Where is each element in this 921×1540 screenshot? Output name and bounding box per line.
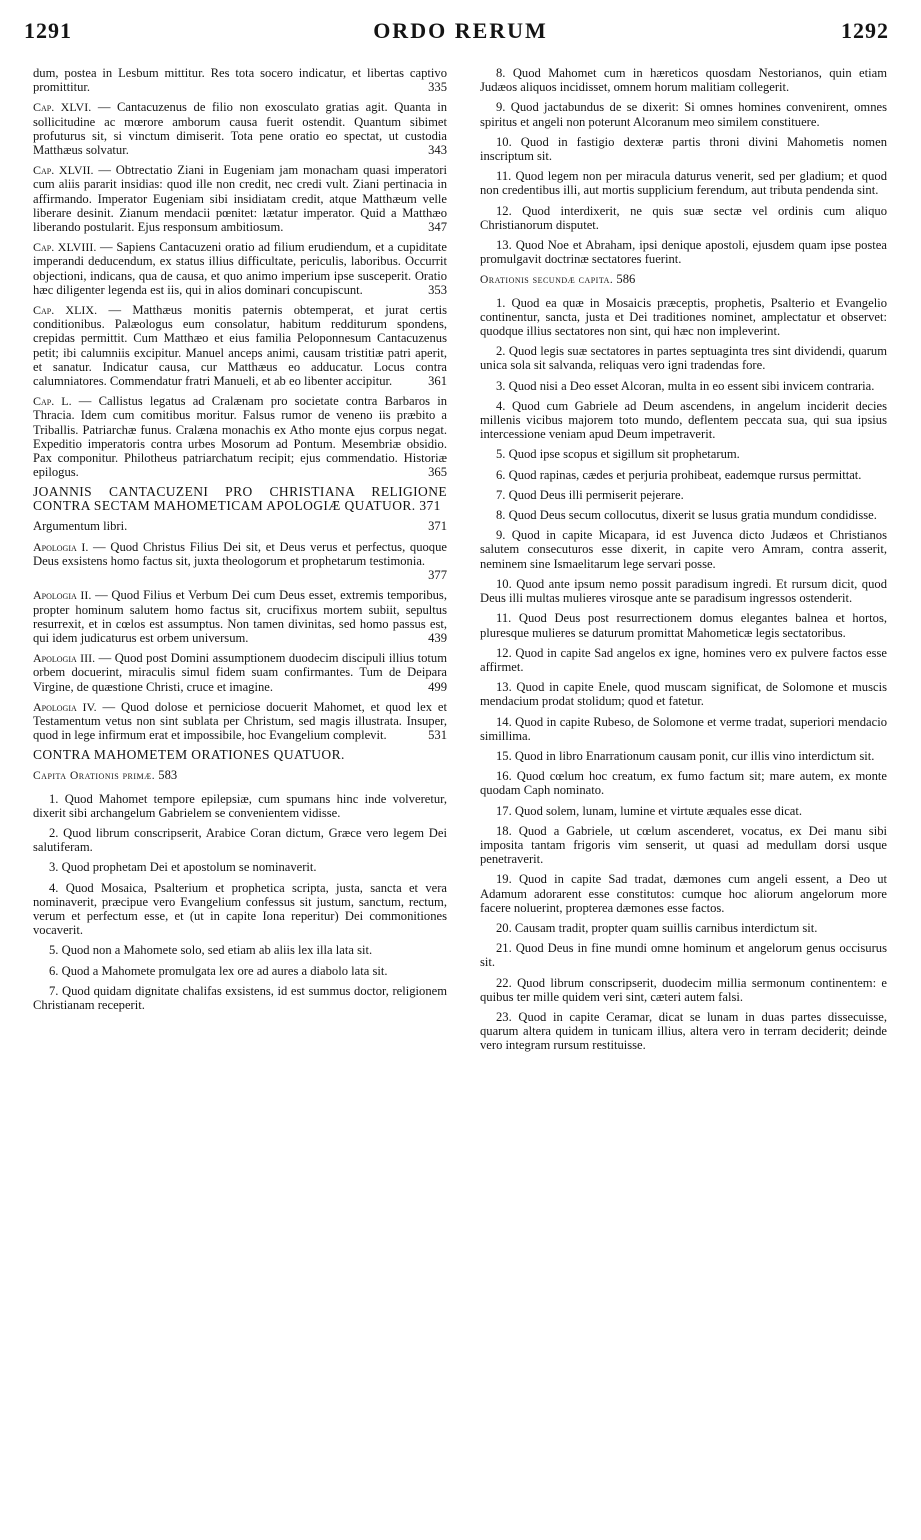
chapter-label: Cap. XLVIII. [33, 240, 97, 255]
list-item: 14. Quod in capite Rubeso, de Solomone et verme tradat, superiori mendacio simillima. [480, 714, 887, 743]
chapter-label: Cap. XLIX. [33, 303, 98, 318]
apologia-label: Apologia III. [33, 651, 96, 666]
entry-text: — Cantacuzenus de filio non exosculato gratias agit. Quanta in sollicitudine ac mœrore amborum causa fuerit ostendit. Quantum sibimet profuturus sit, si vinctum dimiserit. Tota pene oratio eo spectat, ut custodia Matthæus solvatur. [33, 100, 447, 158]
apologia-entry [33, 588, 447, 645]
entry-text: — Quod Filius et Verbum Dei cum Deus esset, extremis temporibus, propter hominum salutem homo factus sit, crucifixus mortem subiit, sepultus resurrexit, et in cœlos est assumptus. Non tamen divinitas, sed homo passus est, qui idem judicaturus est orbem universum. [33, 588, 447, 645]
chapter-label: Cap. XLVII. [33, 163, 94, 178]
list-item: 8. Quod Deus secum collocutus, dixerit se lusus gratia mundum condidisse. [496, 508, 877, 523]
list-item: 15. Quod in libro Enarrationum causam ponit, cur illis vino interdictum sit. [496, 748, 875, 763]
chapter-label: Cap. L. [33, 394, 72, 409]
list-item: 3. Quod nisi a Deo esset Alcoran, multa in eo essent sibi invicem contraria. [496, 378, 875, 393]
list-item: 11. Quod Deus post resurrectionem domus elegantes balnea et hortos, pluresque mulieres se daturum promittat Mahometicæ legis sectatoribus. [480, 611, 887, 640]
list-item: 13. Quod Noe et Abraham, ipsi denique apostoli, ejusdem quam ipse postea promulgavit doctrinæ sectatores fuerint. [480, 238, 887, 267]
list-item: 9. Quod in capite Micapara, id est Juvenca dicto Judæos et Christianos salutem consecuturos esse dixerit, in capite vero Amram, contra asserit, neminem sine Ismaelitarum lege servari posse. [480, 528, 887, 571]
list-item: 4. Quod cum Gabriele ad Deum ascendens, in angelum inciderit decies millenis vicibus majorem toto mundo, deflentem peccata sua, qui sua ipsius intercessione veniam apud Deum impetraverit. [480, 398, 887, 442]
chapter-entry [33, 394, 447, 479]
apologia-label: Apologia I. [33, 539, 89, 554]
list-item: 16. Quod cœlum hoc creatum, ex fumo factum sit; mare autem, ex monte quodam Caph nominato. [480, 769, 887, 798]
list-item: 13. Quod in capite Enele, quod muscam significat, de Solomone et muscis mendacium prodat stolidum; quod et fatetur. [480, 680, 887, 709]
page-header [0, 18, 921, 58]
subhead-label: Capita Orationis primæ. [33, 770, 156, 783]
capita-prima-heading [33, 768, 447, 783]
list-item: 8. Quod Mahomet cum in hæreticos quosdam Nestorianos, quin etiam Judæos aliquos incidisset, omnem horum malitiam collegerit. [480, 66, 887, 95]
page-ref: 583 [158, 768, 178, 783]
list-item: 2. Quod librum conscripserit, Arabice Coran dictum, Græce vero legem Dei salutiferam. [33, 825, 447, 855]
subhead-label: Orationis secundæ capita. [480, 274, 614, 287]
entry-text: — Obtrectatio Ziani in Eugeniam jam monacham quasi imperatori cum aliis pararit insidias: quod ille non credit, nec credi vult. Ziani pertinacia in affirmando. Imperator Eugeniam sibi insidiatam credit, atque Matthæum velle liberare desinit. Zianum mendacii pœnitet: lætatur imperator. Quid a Matthæo liberando postularit. Ejus responsum ambitiosum. [33, 163, 447, 235]
list-item: 10. Quod ante ipsum nemo possit paradisum ingredi. Et rursum dicit, quod Deus illi multas mulieres virosque ante se paradisum ingressos ostenderit. [480, 576, 887, 606]
apologia-label: Apologia II. [33, 588, 92, 603]
page-ref: 335 [428, 80, 447, 95]
page-ref: 361 [428, 374, 447, 389]
list-item: 5. Quod ipse scopus et sigillum sit prophetarum. [496, 447, 740, 462]
list-item: 7. Quod Deus illi permiserit pejerare. [496, 487, 684, 502]
page-ref: 586 [616, 272, 636, 287]
entry-text: — Matthæus monitis paternis obtemperat, et jurat certis conditionibus. Palæologus eum consolatur, habitum redditurum spondens, crepidas permittit. Cum Matthæo et eius familia Peloponnesum Cantacuzenus petit; ibi calumniis excipitur. Manuel anceps animi, causam tristitiæ patri aperit, et sanatur. Indicatur causa, cur Matthæus eo adducatur. Locus contra calumniatores. Commendatur fratri Manueli, et ab eo libenter accipitur. [33, 303, 447, 389]
list-item: 12. Quod in capite Sad angelos ex igne, homines vero ex pulvere factos esse affirmet. [480, 645, 887, 674]
page-ref: 531 [428, 728, 447, 743]
list-item: 19. Quod in capite Sad tradat, dæmones cum angeli essent, a Deo ut Adamum adorarent esse constitutos: cumque hoc aliorum angelorum more facere noluerint, propterea dæmones esse factos. [480, 872, 887, 915]
heading-text: JOANNIS CANTACUZENI PRO CHRISTIANA RELIGIONE CONTRA SECTAM MAHOMETICAM APOLOGIÆ QUATUOR. [33, 484, 447, 514]
list-item: 6. Quod a Mahomete promulgata lex ore ad aures a diabolo lata sit. [49, 963, 388, 978]
page-ref: 371 [428, 519, 447, 534]
list-item: 4. Quod Mosaica, Psalterium et prophetica scripta, justa, sancta et vera nominaverit, præcipue vero Evangelium confessus sit justum, sanctum, rectum, verum et perfectum esse, et (ut in capite Iona reperitur) Dei commonitiones vocaverit. [33, 880, 447, 938]
orationes-heading: CONTRA MAHOMETEM ORATIONES QUATUOR. [33, 747, 345, 763]
list-item: 3. Quod prophetam Dei et apostolum se nominaverit. [49, 860, 317, 875]
list-item: 7. Quod quidam dignitate chalifas exsistens, id est summus doctor, religionem Christianam receperit. [33, 983, 447, 1012]
entry-text: Argumentum libri. [33, 519, 128, 534]
list-item: 9. Quod jactabundus de se dixerit: Si omnes homines convenirent, omnes spiritus et angeli non poterunt Alcoranum meo similem constituere. [480, 100, 887, 129]
list-item: 18. Quod a Gabriele, ut cœlum ascenderet, vocatus, ex Dei manu sibi imposita tantam frigoris vim senserit, ut quasi ad medullam dorsi usque penetraverit. [480, 823, 887, 867]
left-column [33, 66, 447, 1018]
entry-text: — Quod Christus Filius Dei sit, et Deus verus et perfectus, quoque Deus exsistens homo factus sit, juxta theologorum et prophetarum testimonia. [33, 539, 447, 568]
apologia-entry [33, 700, 447, 743]
list-item: 20. Causam tradit, propter quam suillis carnibus interdictum sit. [496, 920, 818, 935]
running-title: ORDO RERUM [373, 18, 548, 43]
page-ref: 353 [428, 282, 447, 297]
entry-text: — Sapiens Cantacuzeni oratio ad filium erudiendum, et a cupiditate imperandi deducendum, ex status illius difficultate, periculis, laboribus. Occurrit objectioni, indicans, qua de causa, et quo animo imperium ipse susceperit. Oratio hæc diligenter legenda est iis, qui in alios dominari concupiscunt. [33, 240, 447, 297]
page-ref: 347 [428, 220, 447, 235]
page-number-right: 1292 [841, 18, 889, 43]
page-ref: 499 [428, 679, 447, 694]
list-item: 5. Quod non a Mahomete solo, sed etiam ab aliis lex illa lata sit. [49, 943, 373, 958]
list-item: 11. Quod legem non per miracula daturus venerit, sed per gladium; et quod non credentibus illi, aut mortis supplicium ferendum, aut tributa pendenda sint. [480, 169, 887, 198]
page-number-left: 1291 [24, 18, 72, 43]
list-item: 21. Quod Deus in fine mundi omne hominum et angelorum genus occisurus sit. [480, 941, 887, 970]
capita-secunda-heading [480, 272, 887, 287]
list-item: 2. Quod legis suæ sectatores in partes septuaginta tres sint dividendi, quarum unica sola sit salvanda, reliquas vero igni tradendas fore. [480, 344, 887, 373]
right-column [480, 66, 887, 1059]
page-ref: 365 [428, 465, 447, 480]
page-ref: 343 [428, 143, 447, 158]
chapter-entry [33, 240, 447, 297]
list-item: 6. Quod rapinas, cædes et perjuria prohibeat, eademque rursus permittat. [496, 467, 862, 482]
entry-text: — Callistus legatus ad Cralænam pro societate contra Barbaros in Thracia. Idem cum comitibus moritur. Falsus rumor de veneno iis præbito a Triballis. Patriarchæ funus. Cralæna monachis ex Atho monte ejus corpus negat. Expeditio imperatoris contra urbes Mosorum ad Pontum. Mesembriæ obsidio. Pax componitur. Philotheus patriarchatum recipit; ejus commendatio. Historiæ epilogus. [33, 394, 448, 480]
page-ref: 371 [419, 498, 441, 514]
apologia-entry [33, 540, 447, 583]
list-item: 22. Quod librum conscripserit, duodecim millia sermonum continentem: e quibus ter mille quidem veri sint, cæteri autem falsi. [480, 975, 887, 1004]
apologia-label: Apologia IV. [33, 699, 97, 714]
list-item: 23. Quod in capite Ceramar, dicat se lunam in duas partes dissecuisse, quarum altera quidem in tunicam illius, altera vero in terram deciderit; deinde vero integram rursum restituisse. [480, 1009, 887, 1053]
chapter-label: Cap. XLVI. [33, 100, 92, 115]
continued-entry [33, 66, 447, 94]
apologia-entry [33, 651, 447, 694]
page-ref: 439 [428, 630, 447, 645]
entry-text: dum, postea in Lesbum mittitur. Res tota socero indicatur, et libertas captivo promittitur. [33, 66, 447, 95]
argumentum-entry [33, 519, 447, 533]
list-item: 12. Quod interdixerit, ne quis suæ sectæ vel ordinis cum aliquo Christianorum disputet. [480, 203, 887, 232]
chapter-entry [33, 100, 447, 157]
page-ref: 377 [428, 568, 447, 583]
list-item: 17. Quod solem, lunam, lumine et virtute æquales esse dicat. [496, 803, 803, 818]
chapter-entry [33, 163, 447, 234]
list-item: 1. Quod Mahomet tempore epilepsiæ, cum spumans hinc inde volveretur, dixerit sibi archangelum Gabrielem se convenientem vidisse. [33, 791, 447, 820]
entry-text: — Quod dolose et perniciose docuerit Mahomet, et quod lex et Testamentum vetus non sint sublata per Christum, sed magis illustrata. Insuper, quod in lege infirmum erat et impossibile, hoc Evangelium complevit. [33, 699, 448, 743]
apologia-heading [33, 485, 447, 513]
list-item: 1. Quod ea quæ in Mosaicis præceptis, prophetis, Psalterio et Evangelio continentur, sancta, justa et Dei traditiones nominet, amplectatur et observet: quodque illius sectatores non sint, qui hæc non impleverint. [480, 295, 887, 339]
chapter-entry [33, 303, 447, 388]
list-item: 10. Quod in fastigio dexteræ partis throni divini Mahometis nomen inscriptum sit. [480, 134, 887, 164]
entry-text: — Quod post Domini assumptionem duodecim discipuli illius totum orbem docuerint, miraculis simul fidem suam confirmantes. Tum de Deipara Virgine, de quæstione Christi, cruce et imagine. [33, 651, 447, 694]
